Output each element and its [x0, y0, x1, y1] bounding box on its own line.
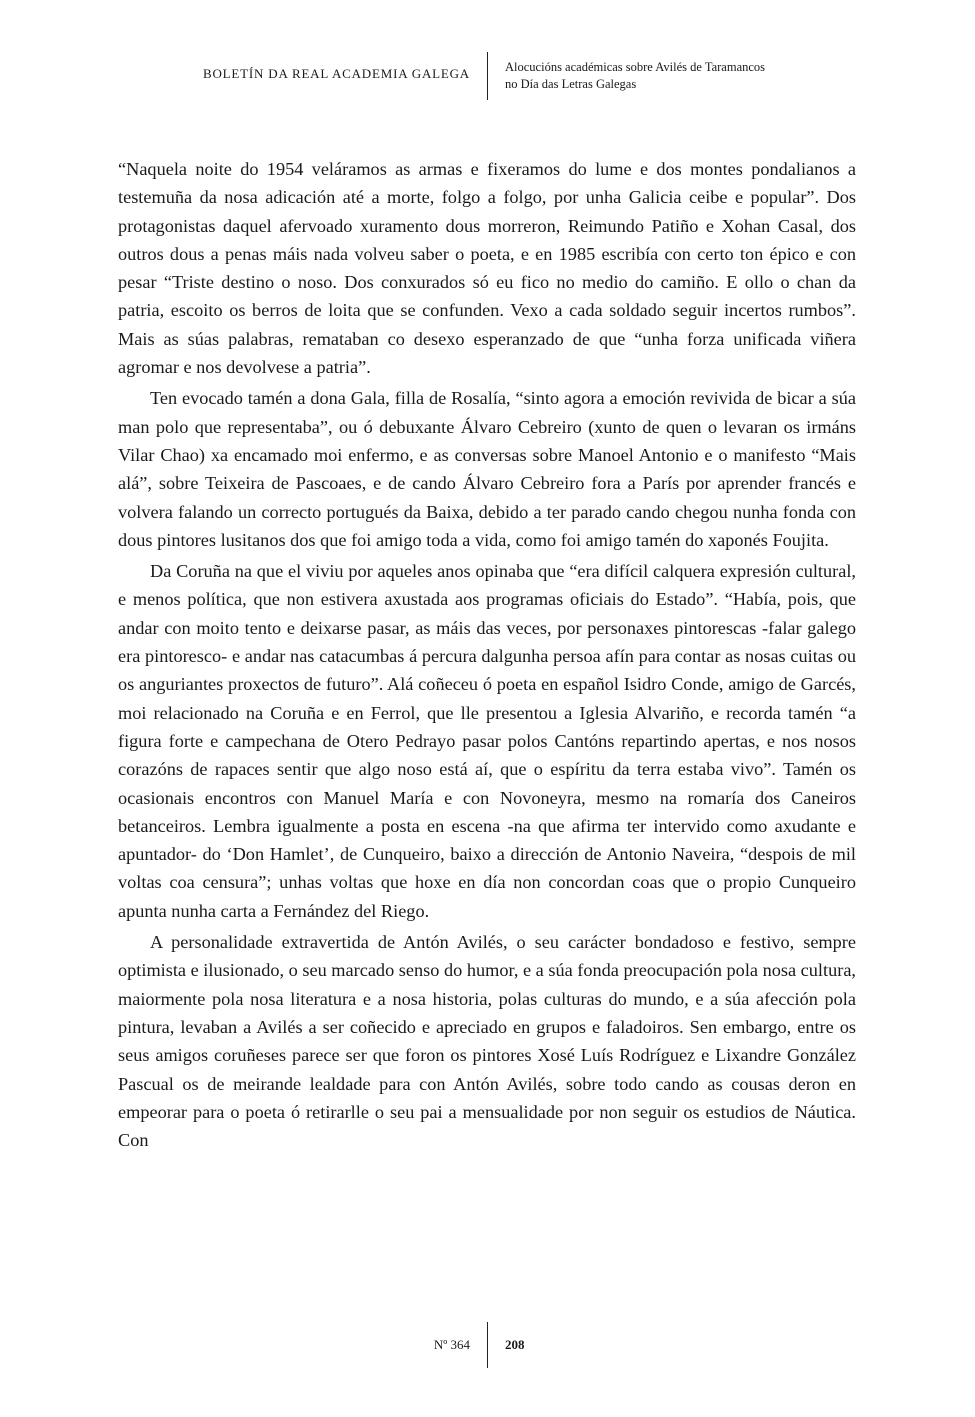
section-title	[505, 59, 765, 93]
section-title-line-1: Alocucións académicas sobre Avilés de Taramancos	[505, 60, 766, 74]
paragraph: Da Coruña na que el viviu por aqueles anos opinaba que “era difícil calquera expresión cultural, e menos política, que non estivera axustada aos programas oficiais do Estado”. “Había, pois, que andar con moito tento e deixarse pasar, as máis das veces, por personaxes pintorescas -falar galego era pintoresco- e andar nas catacumbas á percura dalgunha persoa afín para contar as nosas cuitas ou os anguriantes proxectos de futuro”. Alá coñeceu ó poeta en español Isidro Conde, amigo de Garcés, moi relacionado na Coruña e en Ferrol, que lle presentou a Iglesia Alvariño, e recorda tamén “a figura forte e campechana de Otero Pedrayo pasar polos Cantóns repartindo apertas, e nos nosos corazóns de rapaces sentir que algo noso está aí, que o espíritu da terra estaba vivo”. Tamén os ocasionais encontros con Manuel María e con Novoneyra, mesmo na romaría dos Caneiros betanceiros. Lembra igualmente a posta en escena -na que afirma ter intervido como axudante e apuntador- do ‘Don Hamlet’, de Cunqueiro, baixo a dirección de Antonio Naveira, “despois de mil voltas coa censura”; unhas voltas que hoxe en día non concordan coas que o propio Cunqueiro apunta nunha carta a Fernández del Riego.	[118, 561, 856, 921]
running-header	[0, 50, 975, 102]
header-divider	[487, 52, 488, 100]
article-body	[118, 155, 856, 1157]
paragraph: Ten evocado tamén a dona Gala, filla de Rosalía, “sinto agora a emoción revivida de bicar a súa man polo que representaba”, ou ó debuxante Álvaro Cebreiro (xunto de quen o levaran os irmáns Vilar Chao) xa encamado moi enfermo, e as conversas sobre Manoel Antonio e o manifesto “Mais alá”, sobre Teixeira de Pascoaes, e de cando Álvaro Cebreiro fora a París por aprender francés e volvera falando un correcto portugués da Baixa, debido a ter parado cando chegou nunha fonda con dous pintores lusitanos dos que foi amigo toda a vida, como foi amigo tamén do xaponés Foujita.	[118, 388, 856, 550]
page-number: 208	[505, 1337, 525, 1352]
page-footer	[0, 1322, 975, 1370]
section-title-line-2: no Día das Letras Galegas	[505, 77, 637, 91]
footer-divider	[487, 1322, 488, 1368]
paragraph: “Naquela noite do 1954 veláramos as armas e fixeramos do lume e dos montes pondalianos a testemuña da nosa adicación até a morte, folgo a folgo, por unha Galicia ceibe e popular”. Dos protagonistas daquel afervoado xuramento dous morreron, Reimundo Patiño e Xohan Casal, dos outros dous a penas máis nada volveu saber o poeta, e en 1985 escribía con certo ton épico e con pesar “Triste destino o noso. Dos conxurados só eu fico no medio do camiño. E ollo o chan da patria, escoito os berros de loita que se confunden. Vexo a cada soldado seguir incertos rumbos”. Mais as súas palabras, remataban co desexo esperanzado de que “unha forza unificada viñera agromar e nos devolvese a patria”.	[118, 159, 856, 378]
paragraph: A personalidade extravertida de Antón Avilés, o seu carácter bondadoso e festivo, sempre optimista e ilusionado, o seu marcado senso do humor, e a súa fonda preocupación pola nosa cultura, maiormente pola nosa literatura e a nosa historia, polas culturas do mundo, e a súa afección pola pintura, levaban a Avilés a ser coñecido e apreciado en grupos e faladoiros. Sen embargo, entre os seus amigos coruñeses parece ser que foron os pintores Xosé Luís Rodríguez e Lixandre González Pascual os de meirande lealdade para con Antón Avilés, sobre todo cando as cousas deron en empeorar para o poeta ó retirarlle o seu pai a mensualidade por non seguir os estudios de Náutica. Con	[118, 932, 856, 1151]
journal-title: BOLETÍN DA REAL ACADEMIA GALEGA	[203, 66, 470, 81]
issue-number: Nº 364	[433, 1337, 470, 1352]
